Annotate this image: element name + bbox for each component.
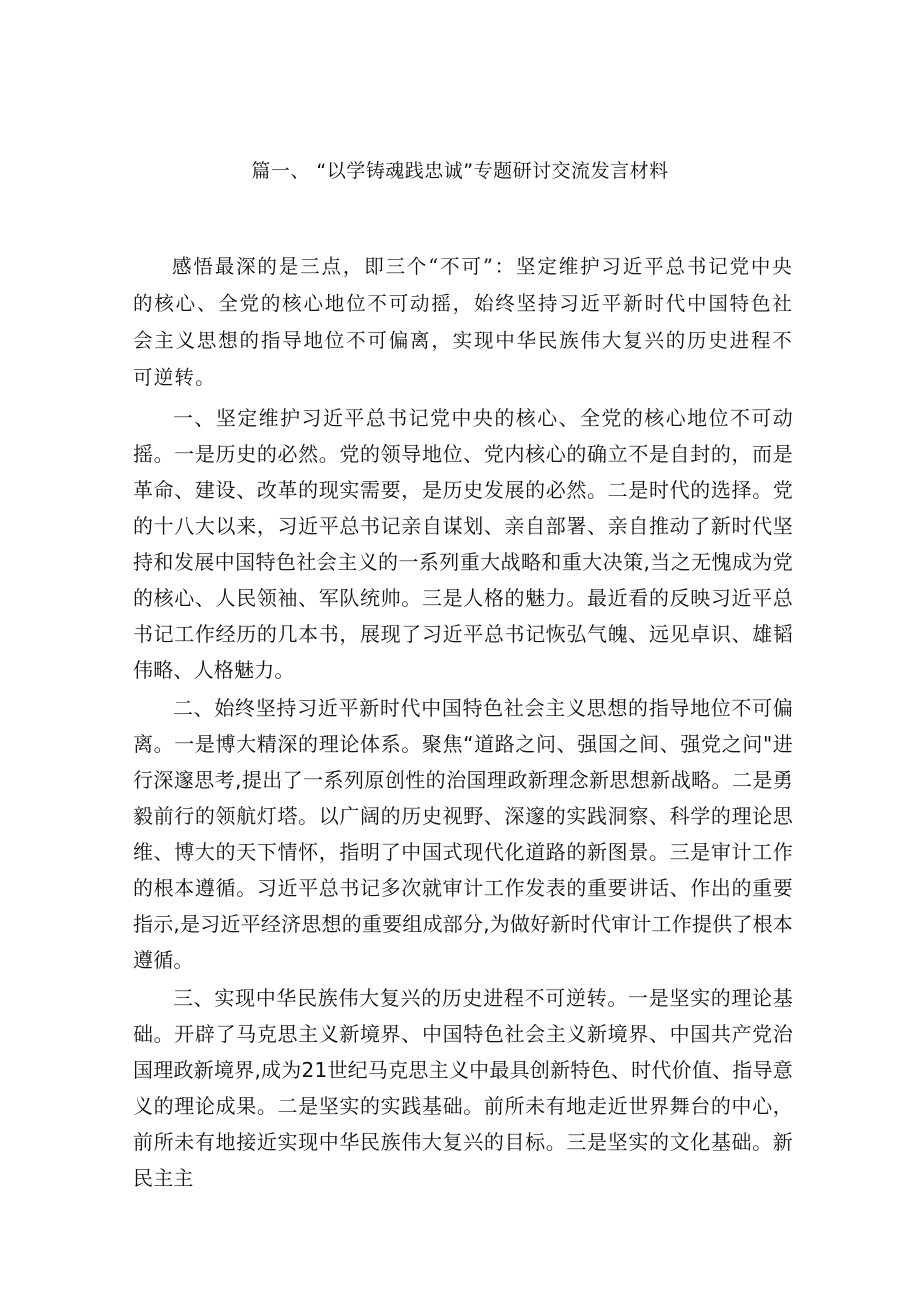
paragraph-point-three: 三、实现中华民族伟大复兴的历史进程不可逆转。一是坚实的理论基础。开辟了马克思主义新境界、中国特色社会主义新境界、中国共产党治国理政新境界,成为21世纪马克思主义中最具创新特色、时代价值、指导意义的理论成果。二是坚实的实践基础。前所未有地走近世界舞台的中心，前所未有地接近实现中华民族伟大复兴的目标。三是坚实的文化基础。新民主主 [133,986,793,1190]
paragraph-point-two: 二、始终坚持习近平新时代中国特色社会主义思想的指导地位不可偏离。一是博大精深的理论体系。聚焦“道路之问、强国之间、强党之问"进行深邃思考,提出了一系列原创性的治国理政新理念新思想新战略。二是勇毅前行的领航灯塔。以广阔的历史视野、深邃的实践洞察、科学的理论思维、博大的天下情怀，指明了中国式现代化道路的新图景。三是审计工作的根本遵循。习近平总书记多次就审计工作发表的重要讲话、作出的重要指示,是习近平经济思想的重要组成部分,为做好新时代审计工作提供了根本遵循。 [133,696,793,972]
document-title: 篇一、 “以学铸魂践忠诚”专题研讨交流发言材料 [251,160,669,182]
paragraph-intro: 感悟最深的是三点，即三个“不可”：坚定维护习近平总书记党中央的核心、全党的核心地位不可动摇，始终坚持习近平新时代中国特色社会主义思想的指导地位不可偏离，实现中华民族伟大复兴的历史进程不可逆转。 [133,255,793,389]
paragraph-point-one: 一、坚定维护习近平总书记党中央的核心、全党的核心地位不可动摇。一是历史的必然。党的领导地位、党内核心的确立不是自封的，而是革命、建设、改革的现实需要，是历史发展的必然。二是时代的选择。党的十八大以来，习近平总书记亲自谋划、亲自部署、亲自推动了新时代坚持和发展中国特色社会主义的一系列重大战略和重大决策,当之无愧成为党的核心、人民领袖、军队统帅。三是人格的魅力。最近看的反映习近平总书记工作经历的几本书，展现了习近平总书记恢弘气魄、远见卓识、雄韬伟略、人格魅力。 [133,406,793,682]
document-body [133,248,793,1198]
